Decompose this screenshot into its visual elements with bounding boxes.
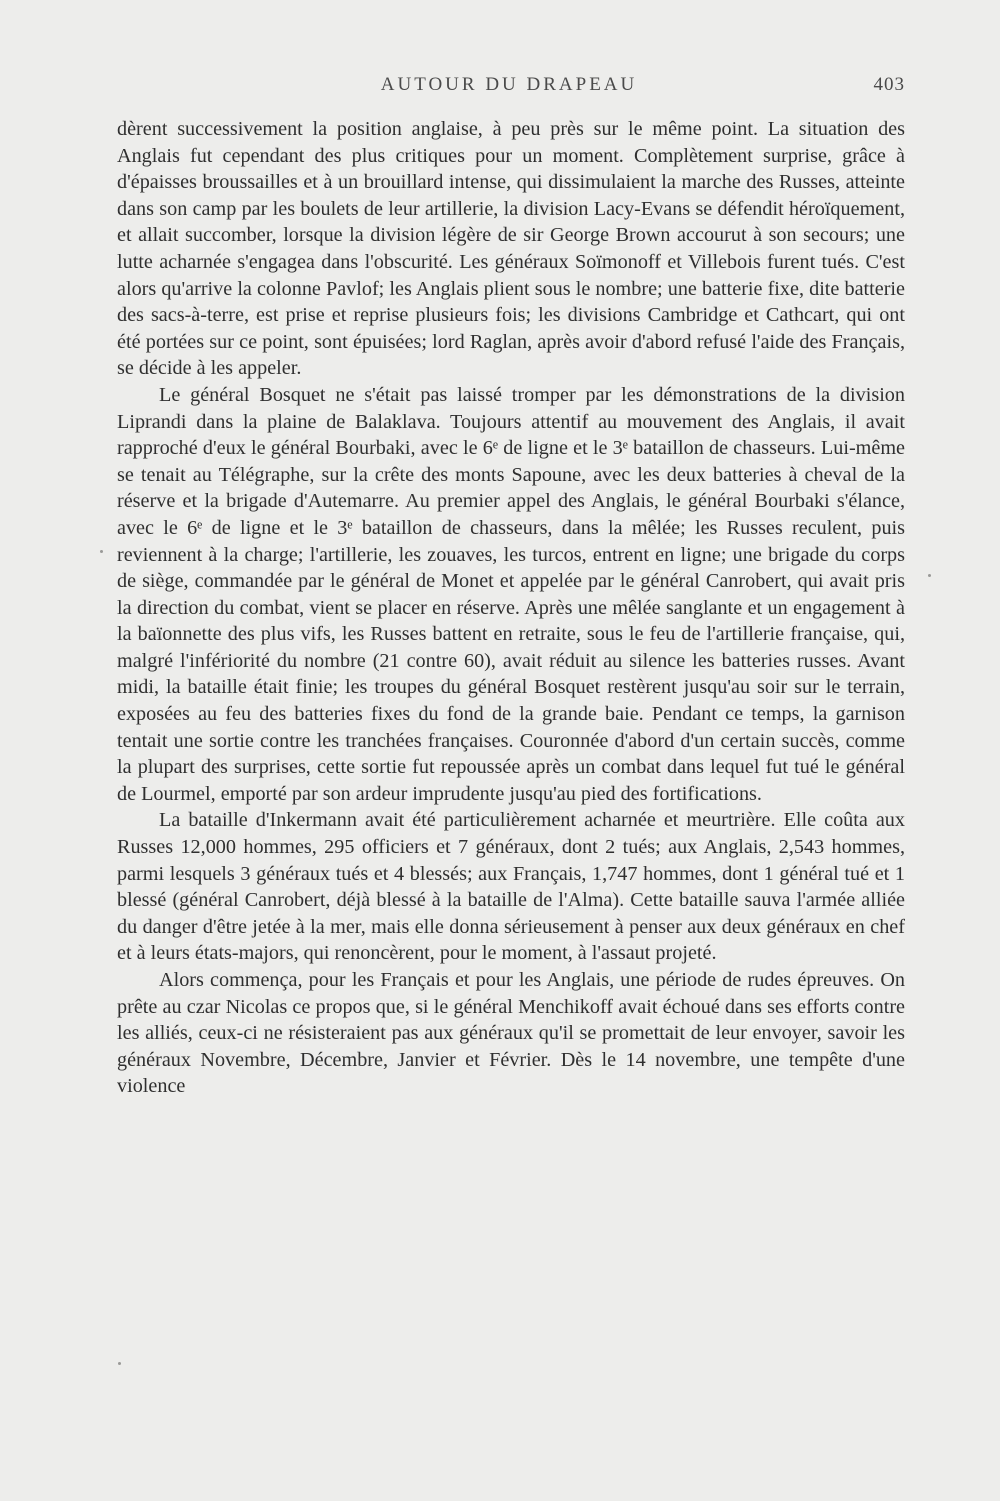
running-title: AUTOUR DU DRAPEAU [380,74,638,95]
paragraph-4: Alors commença, pour les Français et pour les Anglais, une période de rudes épreuves. On prête au czar Nicolas ce propos que, si le général Menchikoff avait échoué dans ses efforts contre les alliés, ceux-ci ne résisteraient pas aux généraux qu'il se promettait de leur envoyer, savoir les généraux Novembre, Décembre, Janvier et Février. Dès le 14 novembre, une tempête d'une violence [117,969,905,1098]
page-header [113,74,905,104]
paper-speck [100,550,103,553]
paper-speck [118,1362,121,1365]
page-number: 403 [873,74,905,95]
paragraph-1: dèrent successivement la position anglaise, à peu près sur le même point. La situation des Anglais fut cependant des plus critiques pour un moment. Complètement surprise, grâce à d'épaisses broussailles et à un brouillard intense, qui dissimulaient la marche des Russes, atteinte dans son camp par les boulets de leur artillerie, la division Lacy-Evans se défendit héroïquement, et allait succomber, lorsque la division légère de sir George Brown accourut à son secours; une lutte acharnée s'engagea dans l'obscurité. Les généraux Soïmonoff et Villebois furent tués. C'est alors qu'arrive la colonne Pavlof; les Anglais plient sous le nombre; une batterie fixe, dite batterie des sacs-à-terre, est prise et reprise plusieurs fois; les divisions Cambridge et Cathcart, qui ont été portées sur ce point, sont épuisées; lord Raglan, après avoir d'abord refusé l'aide des Français, se décide à les appeler. [117,118,905,380]
body-text [117,116,905,1100]
paragraph-3: La bataille d'Inkermann avait été particulièrement acharnée et meurtrière. Elle coûta aux Russes 12,000 hommes, 295 officiers et 7 généraux, dont 2 tués; aux Anglais, 2,543 hommes, parmi lesquels 3 généraux tués et 4 blessés; aux Français, 1,747 hommes, dont 1 général tué et 1 blessé (général Canrobert, déjà blessé à la bataille de l'Alma). Cette bataille sauva l'armée alliée du danger d'être jetée à la mer, mais elle donna sérieusement à penser aux deux généraux en chef et à leurs états-majors, qui renoncèrent, pour le moment, à l'assaut projeté. [117,809,905,965]
paragraph-2: Le général Bosquet ne s'était pas laissé tromper par les démonstrations de la division Liprandi dans la plaine de Balaklava. Toujours attentif au mouvement des Anglais, il avait rapproché d'eux le général Bourbaki, avec le 6ᵉ de ligne et le 3ᵉ bataillon de chasseurs. Lui-même se tenait au Télégraphe, sur la crête des monts Sapoune, avec les deux batteries à cheval de la réserve et la brigade d'Autemarre. Au premier appel des Anglais, le général Bourbaki s'élance, avec le 6ᵉ de ligne et le 3ᵉ bataillon de chasseurs, dans la mêlée; les Russes reculent, puis reviennent à la charge; l'artillerie, les zouaves, les turcos, entrent en ligne; une brigade du corps de siège, commandée par le général de Monet et appelée par le général Canrobert, qui avait pris la direction du combat, vient se placer en réserve. Après une mêlée sanglante et un engagement à la baïonnette des plus vifs, les Russes battent en retraite, sous le feu de l'artillerie française, qui, malgré l'infériorité du nombre (21 contre 60), avait réduit au silence les batteries russes. Avant midi, la bataille était finie; les troupes du général Bosquet restèrent jusqu'au soir sur le terrain, exposées au feu des batteries fixes du fond de la grande baie. Pendant ce temps, la garnison tentait une sortie contre les tranchées françaises. Couronnée d'abord d'un certain succès, comme la plupart des surprises, cette sortie fut repoussée après un combat dans lequel fut tué le général de Lourmel, emporté par son ardeur imprudente jusqu'au pied des fortifications. [117,383,905,805]
paper-speck [928,574,931,577]
